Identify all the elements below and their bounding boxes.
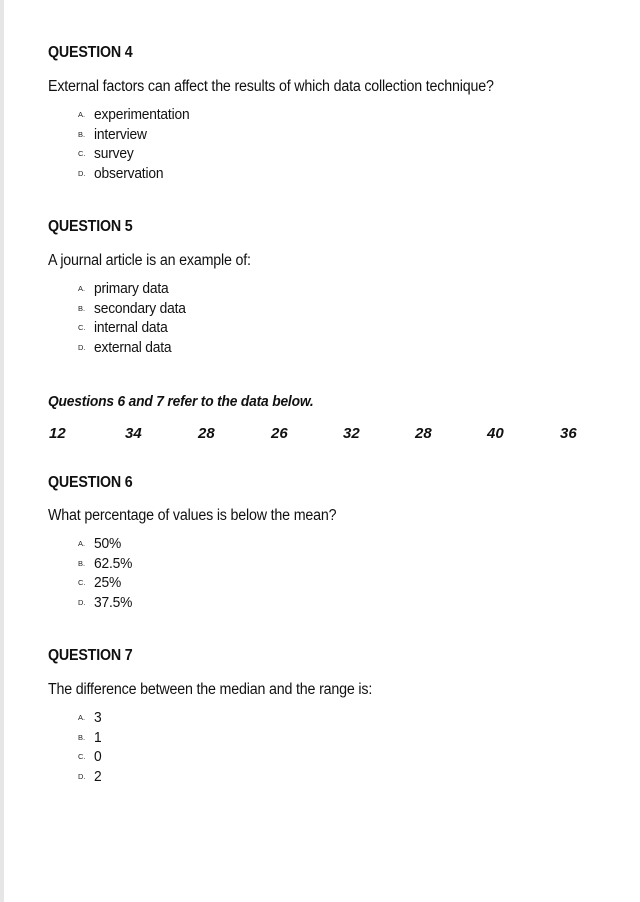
option-c[interactable]: C. survey	[78, 145, 134, 163]
question-5-heading: QUESTION 5	[48, 218, 133, 235]
data-value: 40	[487, 425, 504, 442]
question-7-options	[78, 708, 102, 786]
data-value: 12	[49, 425, 66, 442]
option-a[interactable]: A. experimentation	[78, 106, 190, 124]
data-value: 26	[271, 425, 288, 442]
option-a[interactable]: A. 50%	[78, 535, 122, 553]
option-c[interactable]: C. 25%	[78, 574, 122, 592]
option-d[interactable]: D. 2	[78, 767, 102, 785]
data-note: Questions 6 and 7 refer to the data below.	[48, 393, 314, 410]
data-value: 34	[125, 425, 142, 442]
question-4-text: External factors can affect the results of which data collection technique?	[48, 78, 494, 95]
question-4-options	[78, 105, 198, 183]
option-b[interactable]: B. 1	[78, 728, 102, 746]
data-value: 32	[343, 425, 360, 442]
question-6-text: What percentage of values is below the mean?	[48, 507, 337, 524]
question-7-text: The difference between the median and the range is:	[48, 681, 373, 698]
option-d[interactable]: D. 37.5%	[78, 593, 133, 611]
option-d[interactable]: D. observation	[78, 164, 164, 182]
question-6-heading: QUESTION 6	[48, 474, 133, 491]
data-value: 28	[198, 425, 215, 442]
question-4-heading: QUESTION 4	[48, 44, 133, 61]
option-c[interactable]: C. 0	[78, 748, 102, 766]
data-value: 36	[560, 425, 577, 442]
question-7-heading: QUESTION 7	[48, 647, 133, 664]
option-a[interactable]: A. 3	[78, 709, 102, 727]
question-6-options	[78, 534, 136, 612]
option-a[interactable]: A. primary data	[78, 280, 169, 298]
option-b[interactable]: B. secondary data	[78, 299, 186, 317]
question-5-options	[78, 279, 194, 357]
option-b[interactable]: B. interview	[78, 125, 147, 143]
option-d[interactable]: D. external data	[78, 338, 172, 356]
option-c[interactable]: C. internal data	[78, 319, 168, 337]
question-5-text: A journal article is an example of:	[48, 252, 251, 269]
option-b[interactable]: B. 62.5%	[78, 554, 133, 572]
data-value: 28	[415, 425, 432, 442]
